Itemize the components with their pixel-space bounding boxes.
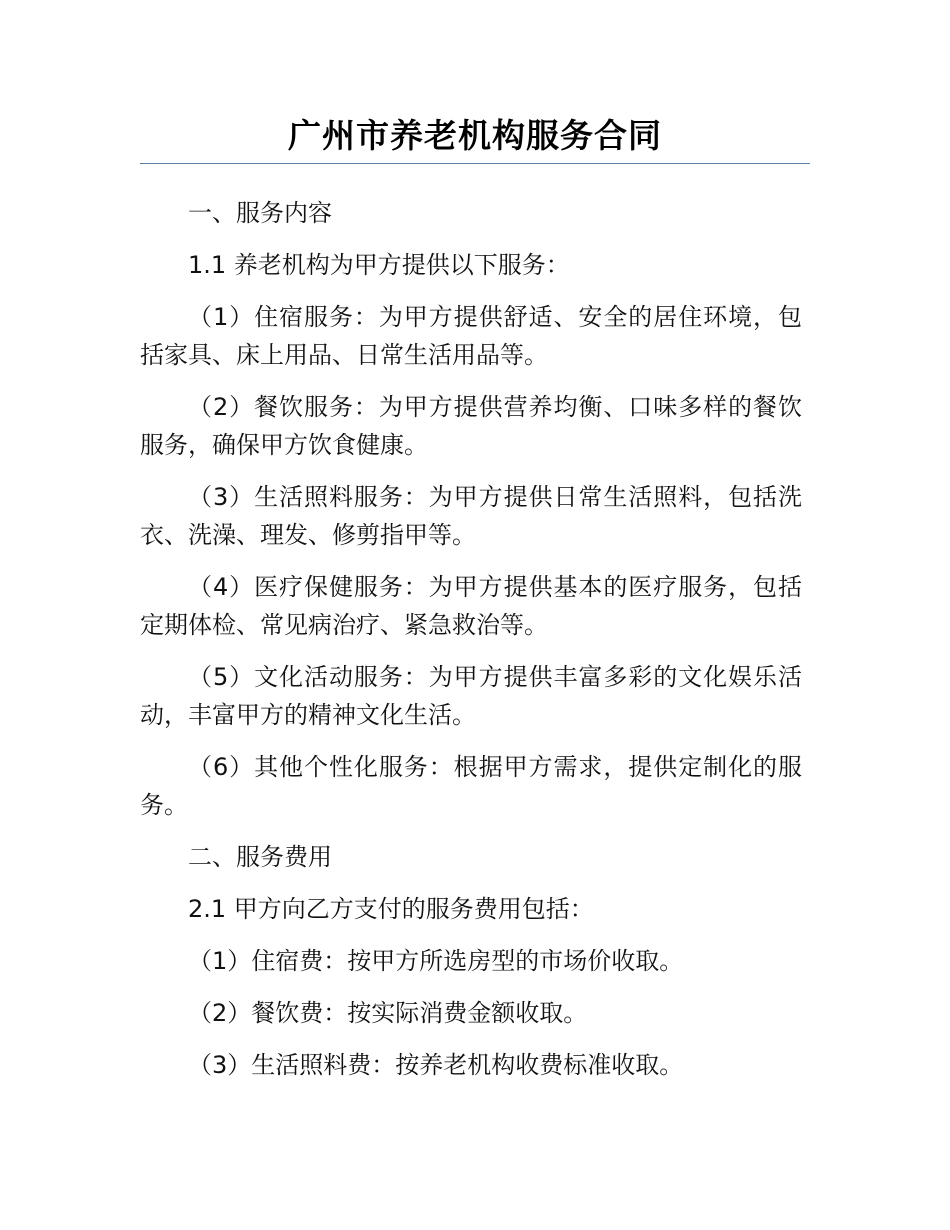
fee-item-catering: （2）餐饮费：按实际消费金额收取。	[188, 999, 588, 1027]
clause-item-catering: （2）餐饮服务：为甲方提供营养均衡、口味多样的餐饮服务，确保甲方饮食健康。	[140, 393, 802, 459]
clause-item-personalized: （6）其他个性化服务：根据甲方需求，提供定制化的服务。	[140, 753, 802, 819]
document-title: 广州市养老机构服务合同	[288, 116, 662, 155]
clause-item-cultural-activities: （5）文化活动服务：为甲方提供丰富多彩的文化娱乐活动，丰富甲方的精神文化生活。	[140, 663, 802, 729]
clause-item-accommodation: （1）住宿服务：为甲方提供舒适、安全的居住环境，包括家具、床上用品、日常生活用品等。	[140, 303, 802, 369]
section-heading-service-content: 一、服务内容	[188, 199, 332, 227]
fee-item-accommodation: （1）住宿费：按甲方所选房型的市场价收取。	[188, 947, 684, 975]
clause-1-1: 1.1 养老机构为甲方提供以下服务：	[188, 251, 570, 279]
document-body	[140, 194, 802, 1098]
clause-item-medical-care: （4）医疗保健服务：为甲方提供基本的医疗服务，包括定期体检、常见病治疗、紧急救治等。	[140, 573, 802, 639]
section-heading-service-fees: 二、服务费用	[188, 843, 332, 871]
fee-item-daily-care: （3）生活照料费：按养老机构收费标准收取。	[188, 1051, 684, 1079]
title-underline	[140, 163, 810, 164]
clause-item-daily-care: （3）生活照料服务：为甲方提供日常生活照料，包括洗衣、洗澡、理发、修剪指甲等。	[140, 483, 802, 549]
clause-2-1: 2.1 甲方向乙方支付的服务费用包括：	[188, 895, 594, 923]
